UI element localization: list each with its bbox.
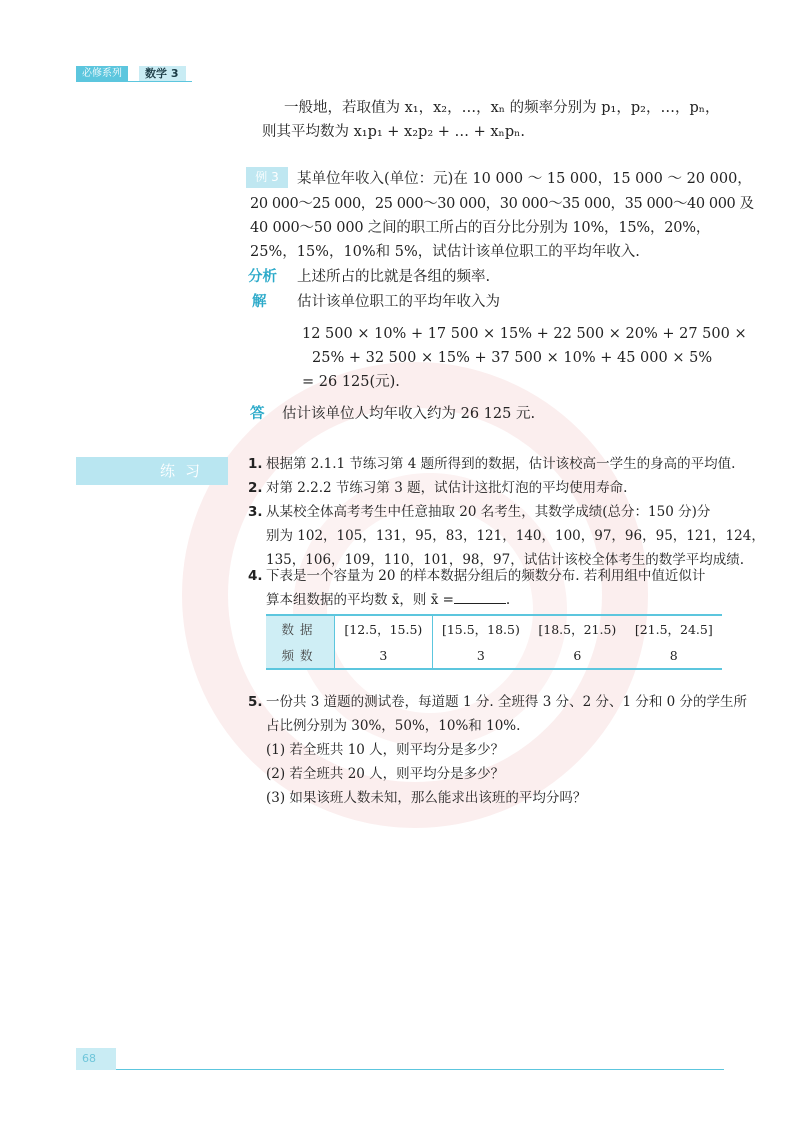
formula-line-1: 12 500 × 10% + 17 500 × 15% + 22 500 × 20% + 27 500 ×	[302, 326, 747, 342]
solution-text: 估计该单位职工的平均年收入为	[297, 294, 500, 310]
practice-item-5-sub-1: (1) 若全班共 10 人，则平均分是多少？	[266, 742, 505, 758]
table-cell-count: 3	[432, 642, 529, 669]
analysis-label: 分析	[248, 269, 277, 285]
formula-line-2: 25% + 32 500 × 15% + 37 500 × 10% + 45 000 × 5%	[312, 350, 713, 366]
intro-line-2: 则其平均数为 x₁p₁ + x₂p₂ + … + xₙpₙ.	[262, 124, 525, 140]
table-row-label-data: 数据	[266, 615, 335, 642]
table-cell-count: 6	[529, 642, 625, 669]
practice-label: 练习	[76, 457, 228, 485]
practice-item-2: 2. 对第 2.2.2 节练习第 3 题，试估计这批灯泡的平均使用寿命.	[248, 480, 628, 496]
formula-line-3: = 26 125(元).	[302, 374, 400, 390]
practice-item-4: 4. 下表是一个容量为 20 的样本数据分组后的频数分布. 若利用组中值近似计	[248, 568, 706, 584]
table-cell-count: 3	[335, 642, 433, 669]
example-label: 例 3	[246, 167, 288, 188]
table-cell-range: [12.5，15.5)	[335, 615, 433, 642]
subject-tag: 数学 3	[139, 66, 186, 81]
practice-item-5-sub-3: (3) 如果该班人数未知，那么能求出该班的平均分吗？	[266, 790, 587, 806]
example-line-3: 40 000～50 000 之间的职工所占的百分比分别为 10%，15%，20%，	[250, 220, 711, 236]
analysis-text: 上述所占的比就是各组的频率.	[297, 269, 491, 285]
example-line-2: 20 000～25 000，25 000～30 000，30 000～35 000，35 000～40 000 及	[250, 196, 754, 212]
answer-label: 答	[250, 406, 265, 422]
header-rule	[76, 81, 192, 82]
table-cell-range: [21.5，24.5]	[626, 615, 722, 642]
example-line-4: 25%，15%，10%和 5%，试估计该单位职工的平均年收入.	[250, 244, 640, 260]
series-tag: 必修系列	[76, 66, 128, 81]
table-cell-range: [18.5，21.5)	[529, 615, 625, 642]
practice-item-5-line-2: 占比例分别为 30%，50%，10%和 10%.	[266, 718, 521, 734]
example-line-1: 某单位年收入(单位：元)在 10 000 ～ 15 000，15 000 ～ 20 000，	[297, 171, 752, 187]
table-row-label-count: 频数	[266, 642, 335, 669]
table-cell-range: [15.5，18.5)	[432, 615, 529, 642]
solution-label: 解	[252, 294, 267, 310]
practice-item-4-line-2: 算本组数据的平均数 x̄，则 x̄ = .	[266, 588, 510, 612]
frequency-table	[266, 614, 722, 670]
footer-rule	[116, 1069, 724, 1070]
intro-line-1: 一般地，若取值为 x₁，x₂，…，xₙ 的频率分别为 p₁，p₂，…，pₙ，	[284, 100, 720, 116]
answer-blank	[454, 589, 506, 604]
practice-item-5: 5. 一份共 3 道题的测试卷，每道题 1 分. 全班得 3 分、2 分、1 分和 0 分的学生所	[248, 694, 748, 710]
practice-item-1: 1. 根据第 2.1.1 节练习第 4 题所得到的数据，估计该校高一学生的身高的平均值.	[248, 456, 736, 472]
practice-item-3: 3. 从某校全体高考考生中任意抽取 20 名考生，其数学成绩(总分：150 分)分	[248, 504, 711, 520]
page-number: 68	[76, 1048, 116, 1070]
answer-text: 估计该单位人均年收入约为 26 125 元.	[282, 406, 536, 422]
practice-item-5-sub-2: (2) 若全班共 20 人，则平均分是多少？	[266, 766, 505, 782]
table-cell-count: 8	[626, 642, 722, 669]
practice-item-3-line-3: 135，106，109，110，101，98，97，试估计该校全体考生的数学平均成绩.	[266, 552, 744, 568]
practice-item-3-line-2: 别为 102，105，131，95，83，121，140，100，97，96，95，121，124，	[266, 528, 765, 544]
